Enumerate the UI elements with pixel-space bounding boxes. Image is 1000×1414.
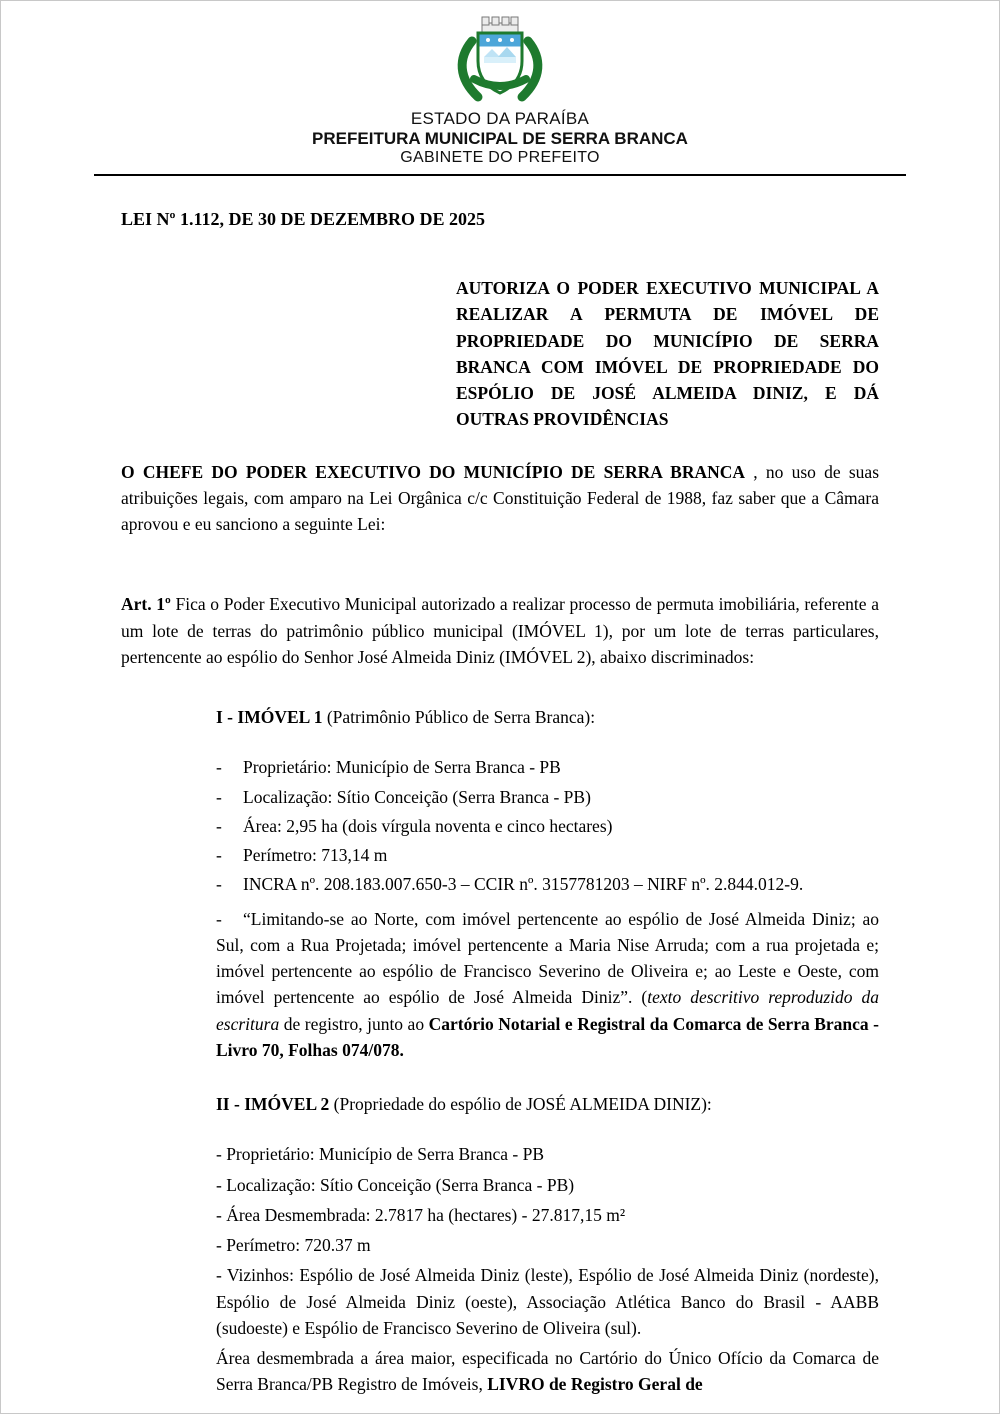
dash: - [216,815,222,836]
closing-text: Área desmembrada a área maior, especificada no Cartório do Único Ofício da Comarca de Serra Branca/PB Registro de Imóveis, [216,1348,879,1395]
list-item: - Perímetro: 720.37 m [216,1235,371,1255]
crest-crown [482,17,518,33]
imovel-1-heading-number: I - IMÓVEL 1 [216,707,323,727]
article-1-text: Fica o Poder Executivo Municipal autorizado a realizar processo de permuta imobiliária, referente a um lote de terras do patrimônio público municipal (IMÓVEL 1), por um lote de terras particulares, pertencente ao espólio do Senhor José Almeida Diniz (IMÓVEL 2), abaixo discriminados: [121,594,879,667]
article-1 [121,591,879,670]
list-item-text: Proprietário: Município de Serra Branca - PB [243,757,561,778]
letterhead-municipality: PREFEITURA MUNICIPAL DE SERRA BRANCA [312,129,688,148]
list-item: - Vizinhos: Espólio de José Almeida Diniz (leste), Espólio de José Almeida Diniz (nordeste), Espólio de José Almeida Diniz (oeste), Associação Atlética Banco do Brasil - AABB (sudoeste) e Espólio de Francisco Severino de Oliveira (sul). [216,1265,879,1338]
imovel-2-heading-rest: (Propriedade do espólio de JOSÉ ALMEIDA DINIZ): [329,1094,712,1114]
boundary-quote: “Limitando-se ao Norte, com imóvel pertencente ao espólio de José Almeida Diniz; ao Sul, com a Rua Projetada; imóvel pertencente a Maria Nise Arruda; com a rua projetada e; imóvel pertencente ao espólio de Francisco Severino de Oliveira e; ao Leste e Oeste, com imóvel pertencente ao espólio de José Almeida Diniz”. ( [216,908,879,1008]
list-item [216,842,879,868]
list-item: - Proprietário: Município de Serra Branca - PB [216,1144,545,1165]
list-item [216,871,879,897]
letterhead [1,1,999,176]
dash: - [216,908,222,929]
imovel-1-heading-rest: (Patrimônio Público de Serra Branca): [322,707,596,727]
law-title: LEI Nº 1.112, DE 30 DE DEZEMBRO DE 2025 [121,209,485,229]
imovel-2-closing [216,1345,879,1398]
law-ementa: AUTORIZA O PODER EXECUTIVO MUNICIPAL A REALIZAR A PERMUTA DE IMÓVEL DE PROPRIEDADE DO MUNICÍPIO DE SERRA BRANCA COM IMÓVEL DE PROPRIEDADE DO ESPÓLIO DE JOSÉ ALMEIDA DINIZ, E DÁ OUTRAS PROVIDÊNCIAS [456,278,879,430]
imovel-2-heading-number: II - IMÓVEL 2 [216,1094,330,1114]
preamble-subject: O CHEFE DO PODER EXECUTIVO DO MUNICÍPIO DE SERRA BRANCA [121,461,746,482]
law-preamble [121,459,879,538]
closing-registry-reference: LIVRO de Registro Geral de [487,1374,703,1395]
list-item [216,784,879,810]
boundary-mid: de registro, junto ao [279,1013,429,1034]
imovel-1-boundary-description [216,906,879,1064]
section-imovel-1 [216,704,879,1398]
list-item-text: INCRA nº. 208.183.007.650-3 – CCIR nº. 3157781203 – NIRF nº. 2.844.012-9. [243,874,804,895]
list-item [216,813,879,839]
article-1-label: Art. 1º [121,594,171,615]
imovel-1-heading [216,704,879,730]
list-item: - Localização: Sítio Conceição (Serra Branca - PB) [216,1174,575,1195]
imovel-2-heading [216,1091,879,1117]
document-body [1,176,999,1398]
boundary-italic-note: texto descritivo reproduzido da escritura [216,987,880,1034]
boundary-registry-reference: Cartório Notarial e Registral da Comarca de Serra Branca - Livro 70, Folhas 074/078. [216,1013,880,1060]
letterhead-office: GABINETE DO PREFEITO [400,149,600,166]
list-item-text: Localização: Sítio Conceição (Serra Branca - PB) [243,786,591,807]
dash: - [216,874,222,895]
preamble-rest: , no uso de suas atribuições legais, com amparo na Lei Orgânica c/c Constituição Federal de 1988, faz saber que a Câmara aprovou e eu sanciono a seguinte Lei: [121,461,880,534]
dash: - [216,757,222,778]
letterhead-state: ESTADO DA PARAÍBA [410,109,590,128]
list-item [216,754,879,780]
dash: - [216,845,222,865]
coat-of-arms-icon [448,13,552,105]
list-item-text: Área: 2,95 ha (dois vírgula noventa e cinco hectares) [243,815,613,836]
list-item: - Área Desmembrada: 2.7817 ha (hectares) - 27.817,15 m² [216,1204,626,1225]
list-item-text: Perímetro: 713,14 m [243,845,388,865]
dash: - [216,786,222,807]
